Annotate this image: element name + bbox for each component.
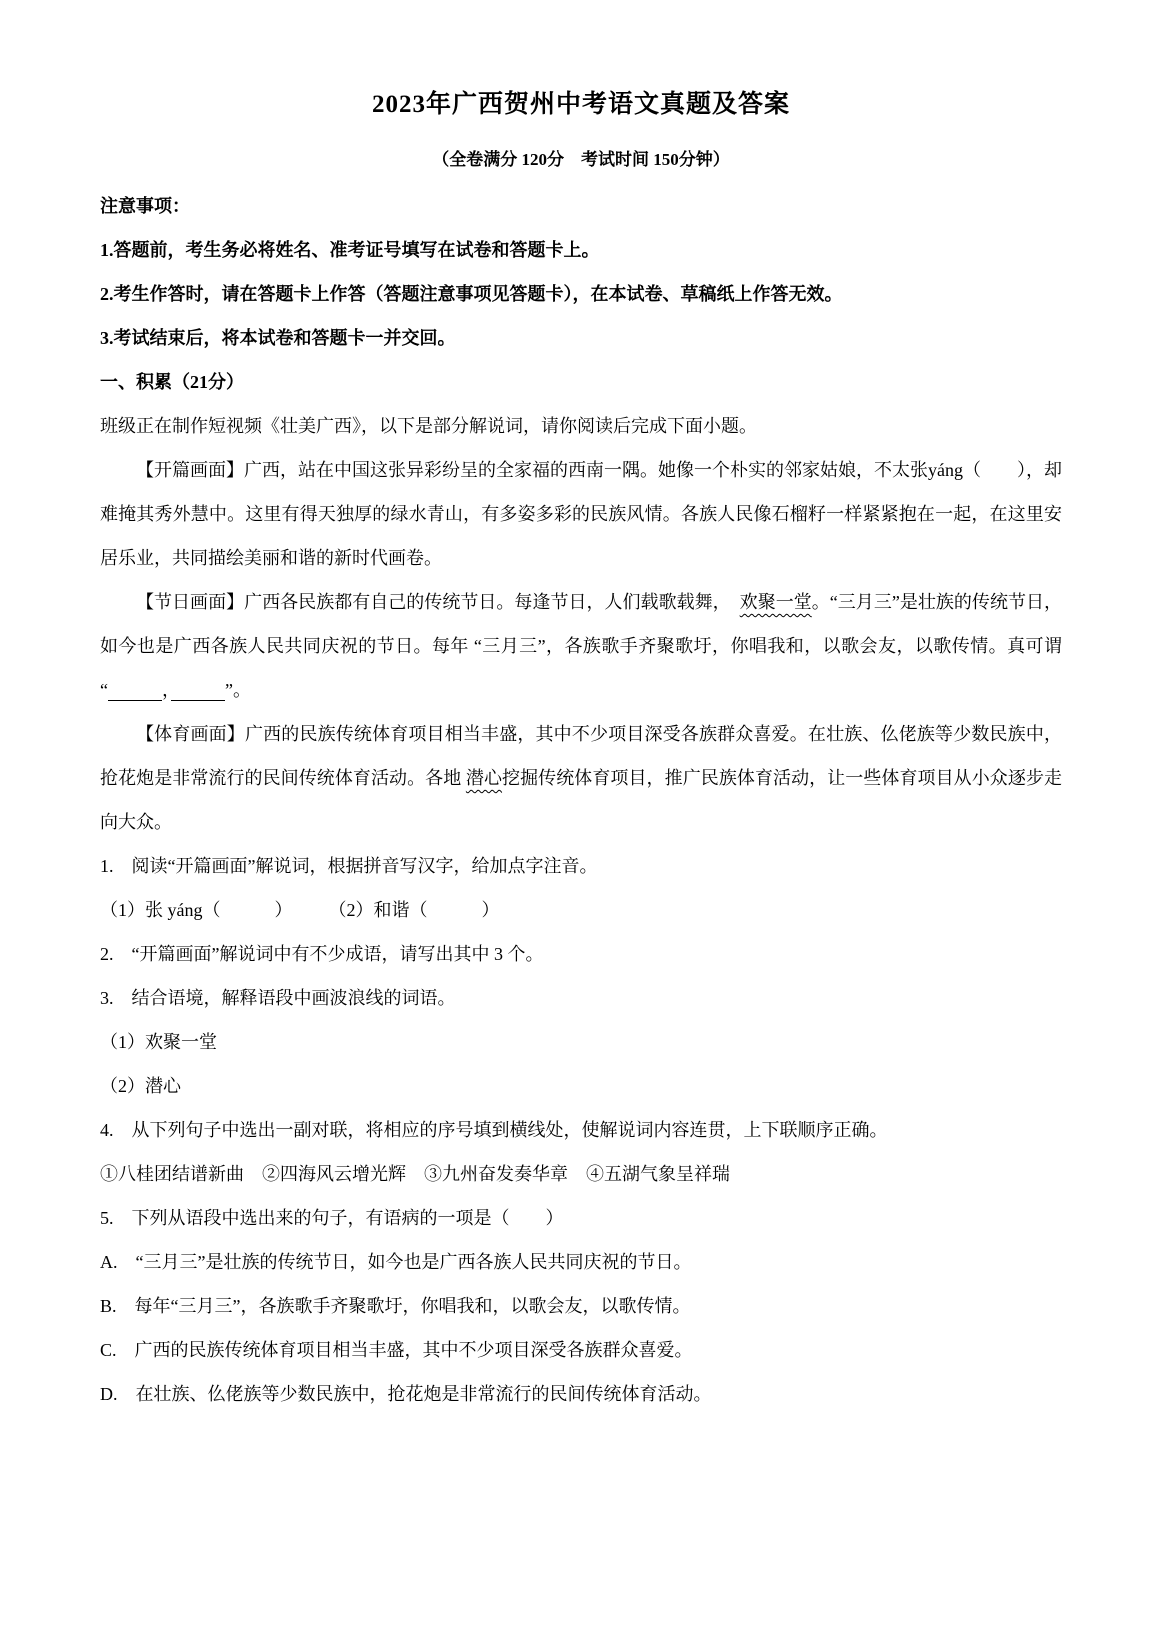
question-5-option-d: D. 在壮族、仫佬族等少数民族中，抢花炮是非常流行的民间传统体育活动。 — [100, 1384, 712, 1404]
passage-intro: 班级正在制作短视频《壮美广西》，以下是部分解说词，请你阅读后完成下面小题。 — [100, 416, 757, 436]
question-5-option-b: B. 每年“三月三”，各族歌手齐聚歌圩，你唱我和，以歌会友，以歌传情。 — [100, 1296, 691, 1316]
passage-festival-scene — [100, 580, 1062, 712]
question-5-option-c: C. 广西的民族传统体育项目相当丰盛，其中不少项目深受各族群众喜爱。 — [100, 1340, 693, 1360]
question-5-stem: 5. 下列从语段中选出来的句子，有语病的一项是（ ） — [100, 1208, 564, 1228]
question-1-stem: 1. 阅读“开篇画面”解说词，根据拼音写汉字，给加点字注音。 — [100, 856, 598, 876]
passage-text: ”。 — [225, 680, 251, 700]
fill-in-blank — [108, 680, 162, 701]
question-1-blanks: （1）张 yáng（ ） （2）和谐（ ） — [100, 900, 500, 920]
wavy-underlined-term: 欢聚一堂 — [739, 592, 812, 612]
passage-text: 挖掘传统体育项目，推广民族体育活动，让一些体育项目从小众逐步走向大众。 — [100, 768, 1063, 832]
question-5-option-a: A. “三月三”是壮族的传统节日，如今也是广西各族人民共同庆祝的节日。 — [100, 1252, 692, 1272]
notice-item-1: 1.答题前，考生务必将姓名、准考证号填写在试卷和答题卡上。 — [100, 240, 600, 260]
question-3-item-2: （2）潜心 — [100, 1076, 181, 1096]
passage-text: 【体育画面】广西的民族传统体育项目相当丰盛，其中不少项目深受各族群众喜爱。在壮族、仫佬族等少数民族中，抢花炮是非常流行的民间传统体育活动。各地 — [100, 724, 1062, 788]
notices-header: 注意事项： — [100, 196, 190, 216]
notice-item-3: 3.考试结束后，将本试卷和答题卡一并交回。 — [100, 328, 456, 348]
page-title: 2023年广西贺州中考语文真题及答案 — [371, 91, 790, 118]
exam-score-duration: （全卷满分 120分 考试时间 150分钟） — [432, 150, 730, 169]
question-4-stem: 4. 从下列句子中选出一副对联，将相应的序号填到横线处，使解说词内容连贯，上下联顺序正确。 — [100, 1120, 888, 1140]
question-4-couplet-options: ①八桂团结谱新曲 ②四海风云增光辉 ③九州奋发奏华章 ④五湖气象呈祥瑞 — [100, 1164, 730, 1184]
question-3-item-1: （1）欢聚一堂 — [100, 1032, 217, 1052]
section-heading: 一、积累（21分） — [100, 372, 244, 392]
passage-text: 【节日画面】广西各民族都有自己的传统节日。每逢节日，人们载歌载舞， — [136, 592, 740, 612]
passage-sports-scene — [100, 712, 1062, 844]
passage-text: 。“三月三”是壮族的传统节日，如今也是广西各族人民共同庆祝的节日。每年 “三月三”，各族歌手齐聚歌圩，你唱我和，以歌会友，以歌传情。真可谓 “ — [100, 592, 1063, 700]
passage-text: 【开篇画面】广西，站在中国这张异彩纷呈的全家福的西南一隅。她像一个朴实的邻家姑娘，不太张yáng（ ），却难掩其秀外慧中。这里有得天独厚的绿水青山，有多姿多彩的民族风情。各族人民像石榴籽一样紧紧抱在一起，在这里安居乐业，共同描绘美丽和谐的新时代画卷。 — [100, 460, 1062, 568]
passage-opening-scene — [100, 448, 1062, 580]
passage-text: ， — [162, 680, 171, 700]
wavy-underlined-term: 潜心 — [465, 768, 503, 788]
question-2-stem: 2. “开篇画面”解说词中有不少成语，请写出其中 3 个。 — [100, 944, 544, 964]
notice-item-2: 2.考生作答时，请在答题卡上作答（答题注意事项见答题卡），在本试卷、草稿纸上作答无效。 — [100, 284, 843, 304]
question-3-stem: 3. 结合语境，解释语段中画波浪线的词语。 — [100, 988, 456, 1008]
fill-in-blank — [171, 680, 225, 701]
